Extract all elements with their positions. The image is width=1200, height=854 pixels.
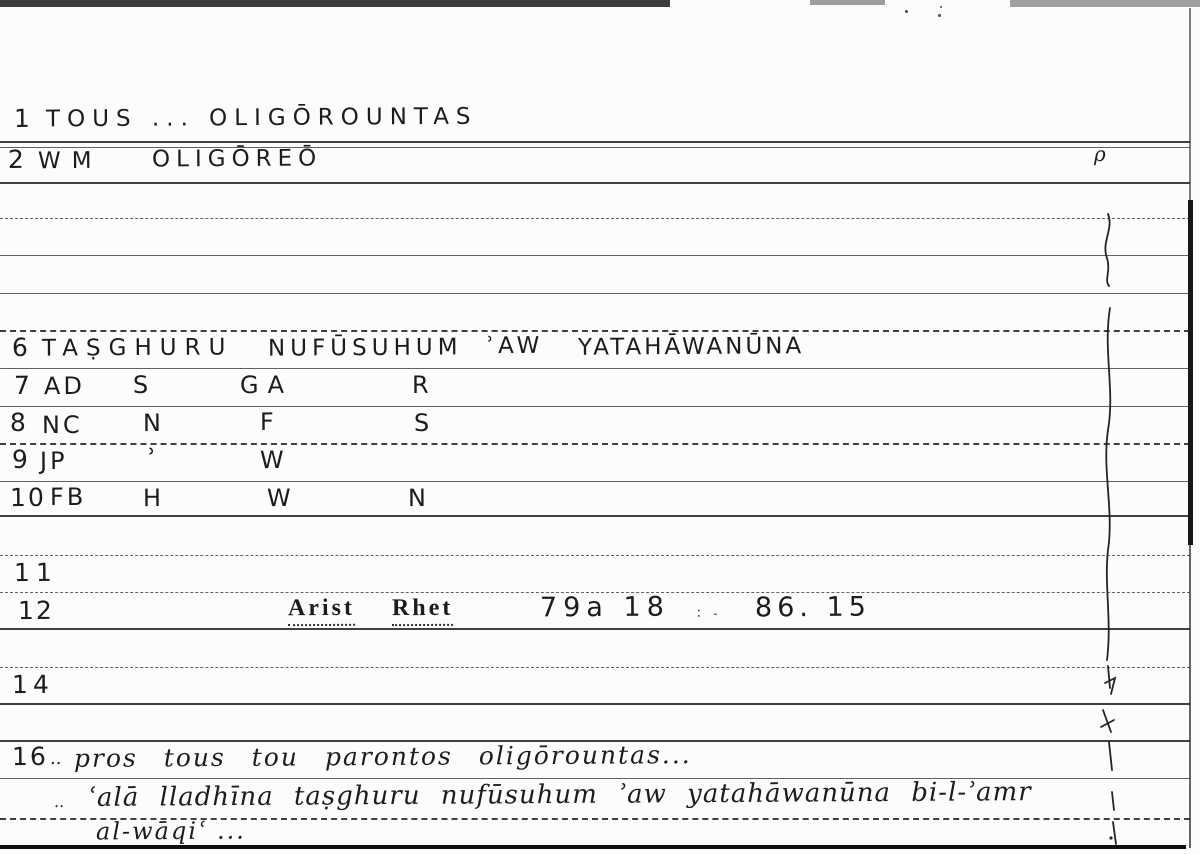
arabic-quotation-line2: al-wāqiʿ ...	[95, 816, 246, 846]
ruled-line	[0, 330, 1190, 332]
arabic-word-3: ʾAW	[486, 332, 544, 360]
row-cell: S	[413, 408, 433, 438]
scan-artifact-band	[810, 0, 885, 5]
ruled-line	[0, 218, 1190, 219]
citation-locus: 79a 18	[539, 591, 670, 624]
ruled-line	[0, 368, 1190, 369]
ruled-line	[0, 255, 1190, 256]
ruled-line	[0, 182, 1190, 184]
row-siglum: AD	[43, 371, 85, 401]
margin-rho-mark: ρ	[1093, 141, 1106, 167]
row-cell: N	[407, 483, 430, 513]
ruled-line	[0, 481, 1190, 482]
citation-work: Arist	[288, 595, 355, 626]
ruled-line	[0, 443, 1190, 445]
line-number-2: 2	[7, 144, 26, 175]
row-cell: GA	[239, 370, 294, 400]
line-number-6: 6	[11, 332, 30, 363]
quote-prefix-dots: ..	[53, 791, 65, 812]
line-number-10: 10	[9, 482, 46, 513]
arabic-word-2: NUFŪSUHUM	[267, 334, 463, 362]
scan-speck	[938, 14, 941, 17]
line-number-9: 9	[11, 444, 30, 475]
row-cell-hamza: ʾ	[147, 443, 160, 476]
lemma-greek-verb: OLIGŌREŌ	[151, 145, 323, 173]
ruled-line	[0, 845, 1186, 849]
citation-page-ref: 86. 15	[754, 591, 871, 624]
citation-marks: ∶ ˗	[696, 605, 722, 623]
greek-quotation: pros tous tou parontos oligōrountas...	[73, 740, 692, 773]
line-number-14: 14	[11, 669, 54, 700]
row-cell: W	[259, 445, 287, 475]
row-cell: R	[411, 370, 432, 400]
scan-artifact-band	[1010, 0, 1200, 7]
ruled-line	[0, 141, 1190, 143]
row-cell: F	[259, 407, 277, 437]
citation-section: Rhet	[392, 595, 454, 626]
arabic-word-1: TAṢGHURU	[41, 334, 234, 362]
scan-edge	[1189, 8, 1191, 208]
ruled-line	[0, 628, 1190, 630]
line-number-7: 7	[13, 370, 32, 401]
row-siglum: JP	[39, 446, 68, 476]
ruled-line	[0, 703, 1190, 705]
ruled-line	[0, 667, 1190, 668]
ruled-line	[0, 515, 1190, 517]
row-cell: H	[142, 483, 165, 513]
ruled-line	[0, 293, 1190, 294]
line-number-8: 8	[9, 407, 28, 438]
line-number-16: 16	[11, 741, 48, 772]
scan-edge	[1189, 545, 1191, 848]
scan-edge	[1188, 200, 1193, 545]
scan-artifact-band	[0, 0, 670, 7]
arabic-quotation-line1: ʿalā lladhīna taṣghuru nufūsuhum ʾaw yatahāwanūna bi-l-ʾamr	[87, 777, 1032, 813]
scan-speck	[905, 10, 908, 13]
ruled-line	[0, 555, 1190, 556]
siglum-wm: WM	[37, 147, 103, 175]
margin-squiggle	[1075, 130, 1135, 854]
line-number-1: 1	[13, 103, 32, 134]
arabic-word-4: YATAHĀWANŪNA	[577, 333, 805, 361]
line-number-11: 11	[13, 557, 58, 588]
row-siglum: FB	[49, 482, 87, 512]
row-cell: S	[132, 370, 152, 400]
lemma-greek: TOUS ... OLIGŌROUNTAS	[45, 103, 478, 133]
quote-prefix-dots: ..	[49, 747, 62, 770]
scan-speck	[940, 6, 942, 8]
line-number-12: 12	[17, 595, 54, 626]
row-siglum: NC	[41, 410, 83, 440]
ruled-line	[0, 406, 1190, 407]
row-cell: N	[142, 408, 165, 438]
row-cell: W	[266, 483, 294, 513]
